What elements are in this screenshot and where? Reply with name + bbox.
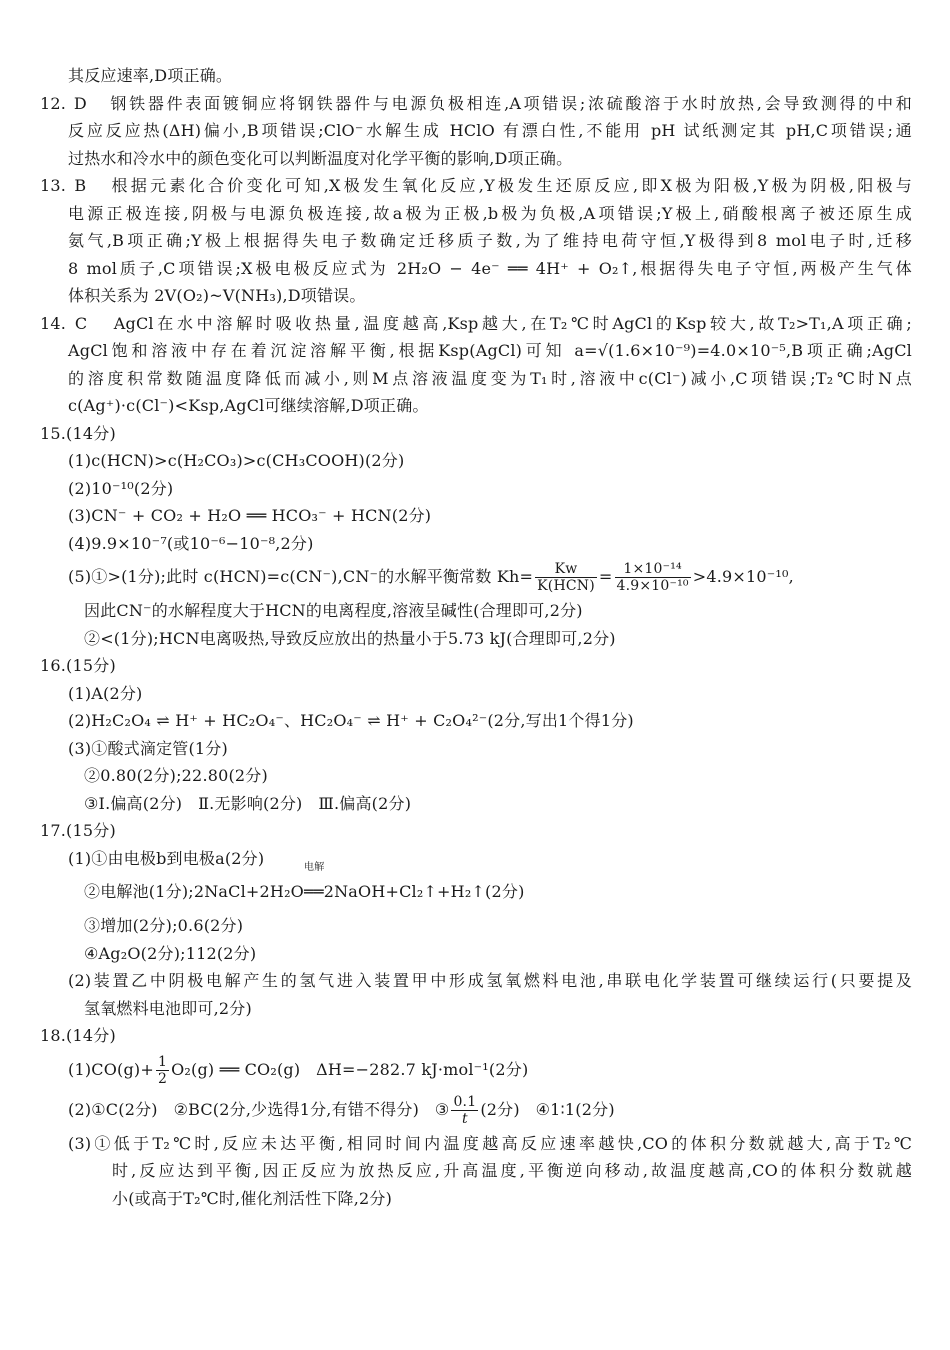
equals-arrow: ══ — [304, 882, 324, 901]
answer-13-line-2: 电源正极连接,阴极与电源负极连接,故a极为正极,b极为负极,A项错误;Y极上,硝酸根离子被还原生成 — [68, 203, 912, 223]
answer-16-part-1: (1)A(2分) — [68, 683, 143, 703]
answer-15-part-2: (2)10⁻¹⁰(2分) — [68, 478, 174, 498]
answer-18-part-3-line-2: 时,反应达到平衡,因正反应为放热反应,升高温度,平衡逆向移动,故温度越高,CO的体积分数就越 — [112, 1161, 912, 1180]
answer-14-line-2: AgCl饱和溶液中存在着沉淀溶解平衡,根据Ksp(AgCl)可知 a=√(1.6×10⁻⁹)=4.0×10⁻⁵,B项正确;AgCl — [68, 341, 912, 360]
answer-16 — [40, 652, 912, 817]
equation-right: O₂(g) ══ CO₂(g) ΔH=−282.7 kJ·mol⁻¹(2分) — [171, 1059, 529, 1079]
answer-14-text-1: AgCl在水中溶解时吸收热量,温度越高,Ksp越大,在T₂℃时AgCl的Ksp较大,故T₂>T₁,A项正确; — [113, 313, 912, 333]
fraction-numerator: 1 — [157, 1053, 168, 1070]
continuation-line: 其反应速率,D项正确。 — [68, 66, 233, 85]
answer-15 — [40, 420, 912, 653]
answer-17 — [40, 817, 912, 1022]
answer-17-label: 17.(15分) — [40, 821, 116, 840]
answer-13-text-1: 根据元素化合价变化可知,X极发生氧化反应,Y极发生还原反应,即X极为阳极,Y极为阴极,阳极与 — [111, 176, 912, 195]
answer-12-text-1: 钢铁器件表面镀铜应将钢铁器件与电源负极相连,A项错误;浓硫酸溶于水时放热,会导致测得的中和 — [110, 93, 912, 113]
answer-18-part-2-tail: (2分) ④1∶1(2分) — [480, 1099, 615, 1119]
answer-15-part-4: (4)9.9×10⁻⁷(或10⁻⁶−10⁻⁸,2分) — [68, 533, 314, 553]
answer-18 — [40, 1022, 912, 1212]
answer-18-part-3-line-3: 小(或高于T₂℃时,催化剂活性下降,2分) — [112, 1188, 393, 1208]
answer-12-label: 12. D — [40, 93, 87, 113]
electrolysis-condition-arrow — [304, 862, 325, 912]
answer-document — [40, 62, 912, 1212]
answer-15-part-5-result: >4.9×10⁻¹⁰, — [692, 567, 794, 586]
numeric-fraction — [615, 561, 691, 594]
answer-18-part-2 — [40, 1090, 912, 1130]
equals-sign: = — [598, 567, 613, 586]
answer-16-part-2: (2)H₂C₂O₄ ⇌ H⁺ + HC₂O₄⁻、HC₂O₄⁻ ⇌ H⁺ + C₂O₄²⁻(2分,写出1个得1分) — [68, 711, 634, 730]
fraction-denominator: 2 — [157, 1070, 168, 1087]
rate-fraction — [451, 1094, 478, 1127]
half-fraction — [156, 1054, 169, 1087]
answer-15-part-5-text: (5)①>(1分);此时 c(HCN)=c(CN⁻),CN⁻的水解平衡常数 Kh= — [68, 567, 534, 586]
answer-16-label: 16.(15分) — [40, 656, 116, 675]
answer-17-part-1c: ③增加(2分);0.6(2分) — [84, 916, 244, 935]
answer-15-part-5-line-3: ②<(1分);HCN电离吸热,导致反应放出的热量小于5.73 kJ(合理即可,2分) — [84, 628, 616, 648]
fraction-numerator: Kw — [535, 561, 597, 578]
kw-over-khcn-fraction — [535, 561, 597, 594]
answer-13-line-4: 8 mol质子,C项错误;X极电极反应式为 2H₂O − 4e⁻ ══ 4H⁺ + O₂↑,根据得失电子守恒,两极产生气体 — [68, 258, 912, 278]
fraction-denominator: 4.9×10⁻¹⁰ — [616, 578, 689, 594]
answer-14-line-3: 的溶度积常数随温度降低而减小,则M点溶液温度变为T₁时,溶液中c(Cl⁻)减小,C项错误;T₂℃时N点 — [68, 368, 912, 388]
condition-label: 电解 — [304, 862, 325, 873]
answer-18-label: 18.(14分) — [40, 1026, 116, 1045]
answer-16-part-3c: ③Ⅰ.偏高(2分) Ⅱ.无影响(2分) Ⅲ.偏高(2分) — [84, 793, 412, 813]
answer-14 — [40, 310, 912, 420]
answer-12-line-2: 反应反应热(ΔH)偏小,B项错误;ClO⁻水解生成 HClO 有漂白性,不能用 pH 试纸测定其 pH,C项错误;通 — [68, 121, 912, 140]
equation-left: (1)CO(g)+ — [68, 1059, 154, 1079]
answer-13 — [40, 172, 912, 310]
answer-17-part-1a: (1)①由电极b到电极a(2分) — [68, 848, 265, 868]
answer-17-part-1d: ④Ag₂O(2分);112(2分) — [84, 943, 257, 963]
answer-13-line-1 — [40, 172, 912, 200]
fraction-numerator: 1×10⁻¹⁴ — [615, 561, 691, 578]
electrolysis-products: 2NaOH+Cl₂↑+H₂↑(2分) — [323, 882, 525, 901]
fraction-denominator: K(HCN) — [537, 578, 595, 594]
answer-16-part-3b: ②0.80(2分);22.80(2分) — [84, 766, 268, 785]
answer-16-part-3a: (3)①酸式滴定管(1分) — [68, 738, 228, 758]
answer-14-line-4: c(Ag⁺)·c(Cl⁻)<Ksp,AgCl可继续溶解,D项正确。 — [68, 396, 429, 415]
answer-18-part-2-text: (2)①C(2分) ②BC(2分,少选得1分,有错不得分) ③ — [68, 1099, 450, 1119]
answer-13-line-3: 氨气,B项正确;Y极上根据得失电子数确定迁移质子数,为了维持电荷守恒,Y极得到8 mol电子时,迁移 — [68, 231, 912, 250]
electrolysis-reactants: ②电解池(1分);2NaCl+2H₂O — [84, 882, 305, 901]
answer-18-part-3-line-1: (3)①低于T₂℃时,反应未达平衡,相同时间内温度越高反应速率越快,CO的体积分数就越大,高于T₂℃ — [68, 1133, 912, 1153]
answer-15-part-3: (3)CN⁻ + CO₂ + H₂O ══ HCO₃⁻ + HCN(2分) — [68, 506, 432, 525]
answer-14-label: 14. C — [40, 313, 88, 333]
fraction-numerator: 0.1 — [453, 1093, 477, 1110]
answer-18-part-1 — [40, 1050, 912, 1090]
answer-13-label: 13. B — [40, 176, 87, 195]
fraction-denominator: t — [461, 1110, 468, 1127]
answer-12-line-1 — [40, 90, 912, 118]
answer-17-part-1b — [40, 862, 912, 912]
answer-15-label: 15.(14分) — [40, 423, 116, 443]
answer-15-part-5-line-2: 因此CN⁻的水解程度大于HCN的电离程度,溶液呈碱性(合理即可,2分) — [84, 601, 583, 620]
answer-15-part-5 — [40, 557, 912, 597]
answer-13-line-5: 体积关系为 2V(O₂)~V(NH₃),D项错误。 — [68, 286, 366, 305]
answer-15-part-1: (1)c(HCN)>c(H₂CO₃)>c(CH₃COOH)(2分) — [68, 451, 405, 470]
answer-14-line-1 — [40, 310, 912, 338]
answer-12 — [40, 90, 912, 173]
answer-17-part-2-line-2: 氢氧燃料电池即可,2分) — [84, 998, 252, 1018]
answer-12-line-3: 过热水和冷水中的颜色变化可以判断温度对化学平衡的影响,D项正确。 — [68, 148, 573, 168]
answer-17-part-2-line-1: (2)装置乙中阴极电解产生的氢气进入装置甲中形成氢氧燃料电池,串联电化学装置可继续运行(只要提及 — [68, 971, 912, 990]
